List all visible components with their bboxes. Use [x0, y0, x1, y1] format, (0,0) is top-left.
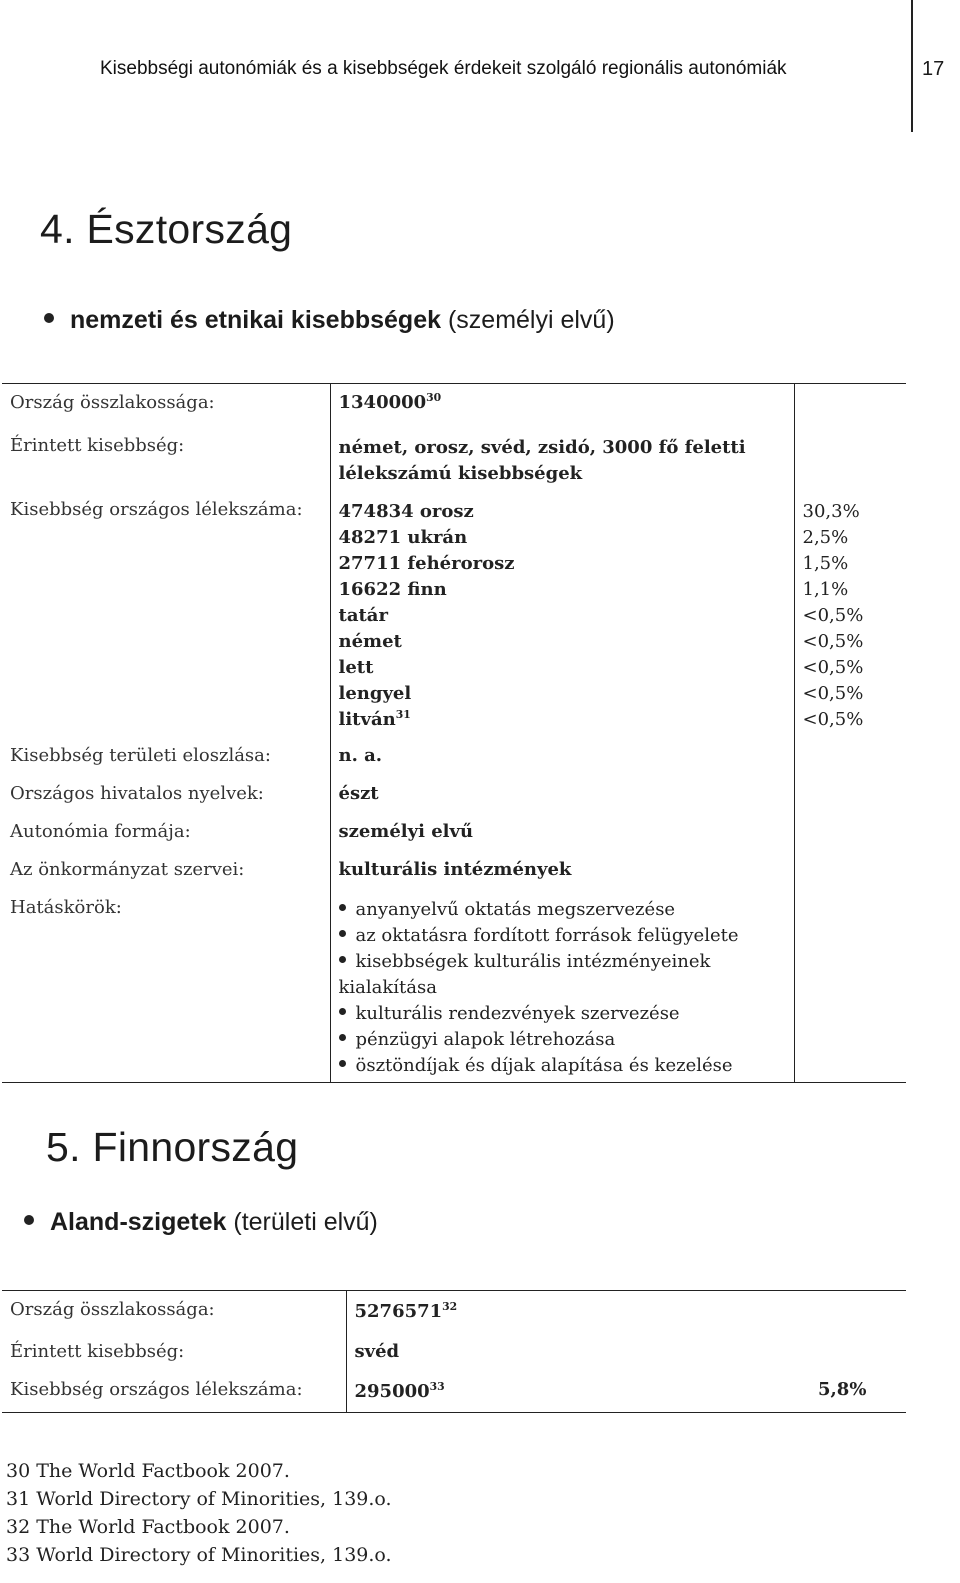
- section-4-subheading-bold: nemzeti és etnikai kisebbségek: [70, 306, 442, 334]
- population-label: Ország összlakossága:: [2, 384, 330, 427]
- autonomy-label: Autonómia formája:: [10, 820, 191, 842]
- bullet-icon: [339, 956, 346, 963]
- footnote-ref: 30: [426, 391, 442, 404]
- footnote: 30 The World Factbook 2007.: [6, 1460, 290, 1482]
- list-item: <0,5%: [802, 708, 864, 730]
- minority-count-label: Kisebbség országos lélekszáma:: [10, 498, 303, 520]
- empty-cell: [794, 813, 906, 851]
- organs-label: Az önkormányzat szervei:: [10, 858, 245, 880]
- organs-value: kulturális intézmények: [330, 851, 794, 889]
- affected-value: svéd: [346, 1333, 810, 1371]
- table-row: [2, 427, 906, 491]
- table-row: [2, 851, 906, 889]
- minority-percent-list: [794, 491, 906, 737]
- footnotes: [6, 1457, 392, 1569]
- competences-list: [330, 889, 794, 1083]
- footnote: 33 World Directory of Minorities, 139.o.: [6, 1544, 392, 1566]
- minority-percent: 5,8%: [810, 1371, 906, 1413]
- section-4-subheading: [44, 306, 615, 335]
- table-row: [2, 1291, 906, 1333]
- section-5-subheading: [24, 1208, 378, 1237]
- footnote-ref: 33: [429, 1379, 445, 1393]
- population-number: 5276571: [354, 1301, 443, 1322]
- list-item: 27711 fehérorosz: [338, 552, 515, 574]
- finland-table: [2, 1290, 906, 1413]
- affected-label: Érintett kisebbség:: [10, 1340, 185, 1362]
- population-value: [330, 384, 794, 427]
- minority-count-label: Kisebbség országos lélekszáma:: [2, 1371, 346, 1413]
- population-label: Ország összlakossága:: [2, 1291, 346, 1333]
- languages-label: Országos hivatalos nyelvek:: [10, 782, 264, 804]
- list-item: <0,5%: [802, 604, 864, 626]
- minority-count-number: 295000: [354, 1380, 430, 1402]
- section-5-subheading-rest: (területi elvű): [226, 1208, 378, 1236]
- list-item: lett: [338, 656, 374, 678]
- bullet-icon: [339, 1060, 346, 1067]
- list-item: az oktatásra fordított források felügyelete: [339, 923, 794, 949]
- bullet-icon: [339, 1008, 346, 1015]
- table-row: [2, 737, 906, 775]
- estonia-table: [2, 383, 906, 1083]
- affected-label: Érintett kisebbség:: [10, 434, 185, 456]
- list-item: 1,5%: [802, 552, 849, 574]
- list-item: 2,5%: [802, 526, 849, 548]
- list-item: anyanyelvű oktatás megszervezése: [339, 897, 794, 923]
- bullet-icon: [339, 1034, 346, 1041]
- affected-value: német, orosz, svéd, zsidó, 3000 fő feletti lélekszámú kisebbségek: [330, 427, 794, 491]
- autonomy-value: személyi elvű: [330, 813, 794, 851]
- section-4-title: 4. Észtország: [40, 206, 293, 252]
- page-number: 17: [922, 58, 945, 80]
- list-item: kisebbségek kulturális intézményeinek: [339, 949, 794, 975]
- footnote: 31 World Directory of Minorities, 139.o.: [6, 1488, 392, 1510]
- list-item: <0,5%: [802, 656, 864, 678]
- empty-cell: [794, 775, 906, 813]
- empty-cell: [810, 1291, 906, 1333]
- list-item: 48271 ukrán: [338, 526, 468, 548]
- list-item: 1,1%: [802, 578, 849, 600]
- population-number: 1340000: [338, 392, 427, 413]
- empty-cell: [794, 889, 906, 1083]
- bullet-icon: [339, 904, 346, 911]
- list-item: <0,5%: [802, 682, 864, 704]
- list-item: 16622 finn: [338, 578, 447, 600]
- population-value: [346, 1291, 810, 1333]
- list-item: német: [338, 630, 402, 652]
- list-item: pénzügyi alapok létrehozása: [339, 1027, 794, 1053]
- list-item: kulturális rendezvények szervezése: [339, 1001, 794, 1027]
- empty-cell: [794, 851, 906, 889]
- table-row: [2, 1371, 906, 1413]
- minority-list: [330, 491, 794, 737]
- list-item: 474834 orosz: [338, 500, 474, 522]
- empty-cell: [810, 1333, 906, 1371]
- footnote-ref: 31: [395, 707, 411, 721]
- bullet-icon: [24, 1215, 34, 1225]
- header-divider: [911, 0, 913, 132]
- languages-value: észt: [330, 775, 794, 813]
- empty-cell: [794, 427, 906, 491]
- territorial-value: n. a.: [330, 737, 794, 775]
- minority-count-value: [346, 1371, 810, 1413]
- table-row: [2, 1333, 906, 1371]
- section-5-title: 5. Finnország: [46, 1124, 299, 1170]
- list-item: <0,5%: [802, 630, 864, 652]
- footnote-ref: 32: [442, 1300, 458, 1313]
- running-header: Kisebbségi autonómiák és a kisebbségek érdekeit szolgáló regionális autonómiák: [100, 58, 787, 79]
- footnote: 32 The World Factbook 2007.: [6, 1516, 290, 1538]
- list-item: tatár: [338, 604, 388, 626]
- section-5-subheading-bold: Aland-szigetek: [50, 1208, 227, 1236]
- competences-label: Hatáskörök:: [2, 889, 330, 1083]
- list-item: litván$^{31}$: [338, 707, 411, 730]
- table-row: [2, 491, 906, 737]
- bullet-icon: [339, 930, 346, 937]
- table-row: [2, 384, 906, 427]
- table-row: [2, 775, 906, 813]
- table-row: [2, 813, 906, 851]
- list-item: 30,3%: [802, 500, 860, 522]
- territorial-label: Kisebbség területi eloszlása:: [10, 744, 271, 766]
- empty-cell: [794, 737, 906, 775]
- list-item: lengyel: [338, 682, 412, 704]
- list-item: ösztöndíjak és díjak alapítása és kezelése: [339, 1053, 794, 1079]
- section-4-subheading-rest: (személyi elvű): [441, 306, 615, 334]
- bullet-icon: [44, 313, 54, 323]
- list-item-continuation: kialakítása: [338, 976, 437, 998]
- empty-cell: [794, 384, 906, 427]
- table-row: [2, 889, 906, 1083]
